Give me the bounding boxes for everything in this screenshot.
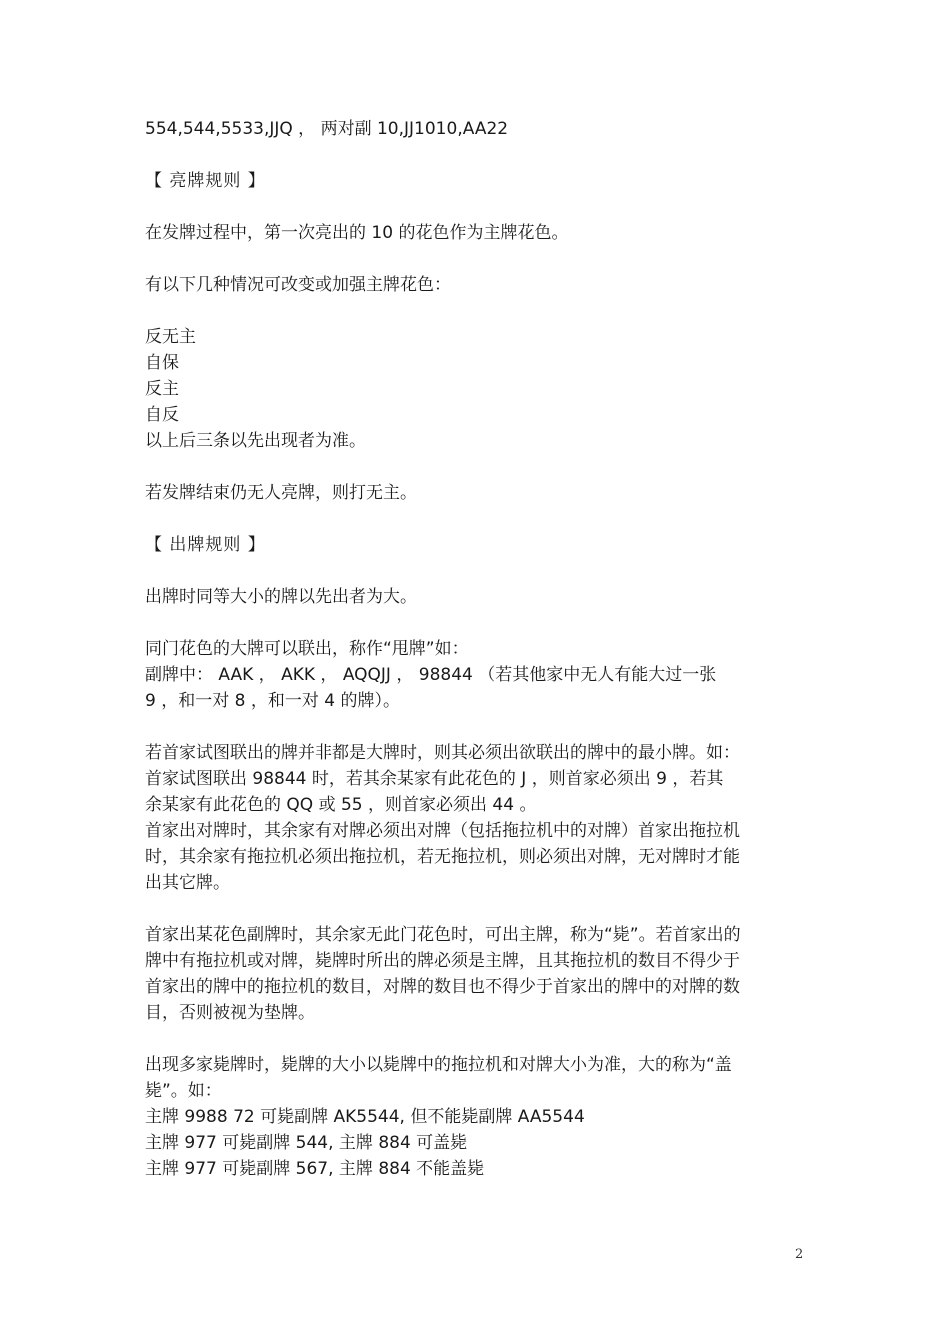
paragraph-first-ten: [145, 220, 810, 246]
text-line: 同门花色的大牌可以联出，称作“甩牌”如：: [145, 639, 469, 659]
paragraph-card-examples: [145, 116, 810, 142]
paragraph-over-trumping: [145, 1052, 810, 1182]
paragraph-throw-cards: [145, 636, 810, 714]
text-line: 牌中有拖拉机或对牌，毙牌时所出的牌必须是主牌，且其拖拉机的数目不得少于: [145, 951, 740, 971]
text-line: 出现多家毙牌时，毙牌的大小以毙牌中的拖拉机和对牌大小为准，大的称为“盖: [145, 1055, 732, 1075]
text-line: 余某家有此花色的 QQ 或 55 ，则首家必须出 44 。: [145, 795, 537, 815]
list-item: 自反: [145, 405, 179, 425]
section-heading-text: 【 亮牌规则 】: [145, 171, 266, 191]
text-line: 主牌 9988 72 可毙副牌 AK5544, 但不能毙副牌 AA5544: [145, 1107, 585, 1127]
text-line: 出其它牌。: [145, 873, 230, 893]
text-line: 首家出对牌时，其余家有对牌必须出对牌（包括拖拉机中的对牌）首家出拖拉机: [145, 821, 740, 841]
list-item: 自保: [145, 353, 179, 373]
paragraph-no-trump: [145, 480, 810, 506]
text-line: 若发牌结束仍无人亮牌，则打无主。: [145, 483, 417, 503]
section-heading-play-rules: [145, 532, 810, 558]
document-body: [145, 116, 810, 1182]
list-item: 反主: [145, 379, 179, 399]
text-line: 首家出的牌中的拖拉机的数目，对牌的数目也不得少于首家出的牌中的对牌的数: [145, 977, 740, 997]
section-heading-text: 【 出牌规则 】: [145, 535, 266, 555]
page-number: 2: [795, 1247, 804, 1262]
paragraph-failed-throw: [145, 740, 810, 896]
list-change-trump: [145, 324, 810, 454]
text-line: 以上后三条以先出现者为准。: [145, 431, 366, 451]
text-line: 主牌 977 可毙副牌 567, 主牌 884 不能盖毙: [145, 1159, 485, 1179]
paragraph-first-played-wins: [145, 584, 810, 610]
text-line: 首家出某花色副牌时，其余家无此门花色时，可出主牌，称为“毙”。若首家出的: [145, 925, 741, 945]
text-line: 主牌 977 可毙副牌 544, 主牌 884 可盖毙: [145, 1133, 468, 1153]
text-line: 9 ，和一对 8 ，和一对 4 的牌）。: [145, 691, 400, 711]
text-line: 时，其余家有拖拉机必须出拖拉机，若无拖拉机，则必须出对牌，无对牌时才能: [145, 847, 740, 867]
paragraph-change-trump-intro: [145, 272, 810, 298]
text-line: 首家试图联出 98844 时，若其余某家有此花色的 J ，则首家必须出 9 ，若其: [145, 769, 724, 789]
text-line: 有以下几种情况可改变或加强主牌花色：: [145, 275, 451, 295]
text-line: 毙”。如：: [145, 1081, 222, 1101]
text-line: 目，否则被视为垫牌。: [145, 1003, 315, 1023]
paragraph-trumping: [145, 922, 810, 1026]
text-line: 554,544,5533,JJQ ， 两对副 10,JJ1010,AA22: [145, 119, 509, 139]
list-item: 反无主: [145, 327, 196, 347]
section-heading-declare-rules: [145, 168, 810, 194]
text-line: 在发牌过程中，第一次亮出的 10 的花色作为主牌花色。: [145, 223, 569, 243]
text-line: 若首家试图联出的牌并非都是大牌时，则其必须出欲联出的牌中的最小牌。如：: [145, 743, 740, 763]
text-line: 出牌时同等大小的牌以先出者为大。: [145, 587, 417, 607]
text-line: 副牌中： AAK ， AKK ， AQQJJ ， 98844 （若其他家中无人有能大过一张: [145, 665, 717, 685]
